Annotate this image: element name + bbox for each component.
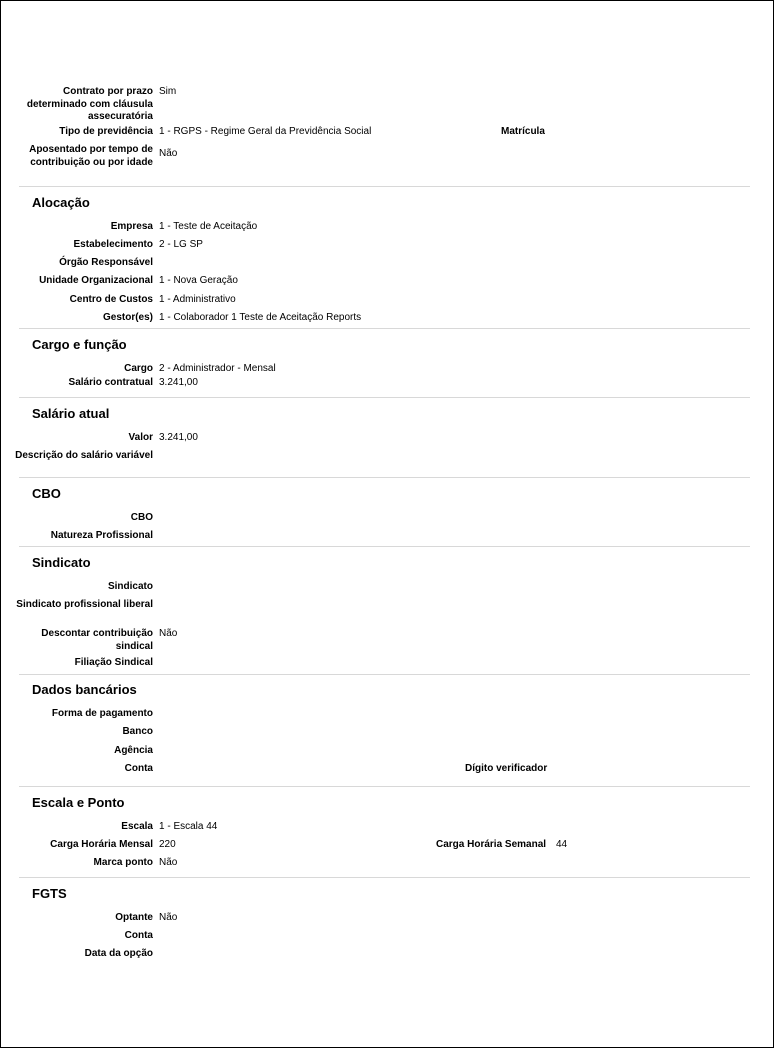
descontar-contribuicao-value: Não bbox=[159, 628, 178, 639]
cargo-title: Cargo e função bbox=[32, 337, 127, 352]
marca-ponto-value: Não bbox=[159, 857, 178, 868]
descricao-salario-label: Descrição do salário variável bbox=[15, 450, 153, 461]
centro-custos-value: 1 - Administrativo bbox=[159, 294, 236, 305]
conta-bancaria-label: Conta bbox=[124, 763, 153, 774]
centro-custos-label: Centro de Custos bbox=[69, 294, 153, 305]
carga-mensal-value: 220 bbox=[159, 839, 176, 850]
sindicato-label: Sindicato bbox=[107, 581, 153, 592]
descontar-contribuicao-label: Descontar contribuição sindical bbox=[41, 628, 153, 652]
section-divider bbox=[19, 786, 750, 787]
matricula-label: Matrícula bbox=[501, 126, 545, 137]
cargo-value: 2 - Administrador - Mensal bbox=[159, 363, 276, 374]
estabelecimento-label: Estabelecimento bbox=[73, 239, 153, 250]
empresa-value: 1 - Teste de Aceitação bbox=[159, 221, 258, 232]
gestor-label: Gestor(es) bbox=[102, 312, 153, 323]
aposentado-label: Aposentado por tempo de contribuição ou por idade bbox=[29, 144, 153, 168]
escala-ponto-title: Escala e Ponto bbox=[32, 795, 125, 810]
valor-label: Valor bbox=[128, 432, 153, 443]
section-divider bbox=[19, 186, 750, 187]
valor-value: 3.241,00 bbox=[159, 432, 198, 443]
section-divider bbox=[19, 328, 750, 329]
cbo-label: CBO bbox=[130, 512, 153, 523]
fgts-title: FGTS bbox=[32, 886, 67, 901]
sindicato-title: Sindicato bbox=[32, 555, 91, 570]
cbo-title: CBO bbox=[32, 486, 61, 501]
salario-contratual-label: Salário contratual bbox=[68, 377, 153, 388]
agencia-label: Agência bbox=[114, 745, 153, 756]
salario-contratual-value: 3.241,00 bbox=[159, 377, 198, 388]
section-divider bbox=[19, 674, 750, 675]
section-divider bbox=[19, 877, 750, 878]
unidade-value: 1 - Nova Geração bbox=[159, 275, 238, 286]
escala-label: Escala bbox=[121, 821, 153, 832]
cargo-label: Cargo bbox=[124, 363, 153, 374]
marca-ponto-label: Marca ponto bbox=[93, 857, 153, 868]
salario-atual-title: Salário atual bbox=[32, 406, 110, 421]
aposentado-value: Não bbox=[159, 148, 178, 159]
optante-label: Optante bbox=[115, 912, 153, 923]
contrato-prazo-label: Contrato por prazo determinado com cláusula assecuratória bbox=[26, 86, 153, 123]
filiacao-sindical-label: Filiação Sindical bbox=[74, 657, 153, 668]
previdencia-value: 1 - RGPS - Regime Geral da Previdência Social bbox=[159, 126, 372, 137]
previdencia-label: Tipo de previdência bbox=[59, 126, 153, 137]
gestor-value: 1 - Colaborador 1 Teste de Aceitação Reports bbox=[159, 312, 362, 323]
banco-label: Banco bbox=[122, 726, 153, 737]
section-divider bbox=[19, 477, 750, 478]
natureza-profissional-label: Natureza Profissional bbox=[50, 530, 153, 541]
orgao-label: Órgão Responsável bbox=[59, 257, 153, 268]
data-opcao-label: Data da opção bbox=[84, 948, 153, 959]
forma-pagamento-label: Forma de pagamento bbox=[51, 708, 153, 719]
digito-verificador-label: Dígito verificador bbox=[465, 763, 548, 774]
sindicato-liberal-label: Sindicato profissional liberal bbox=[16, 599, 153, 610]
contrato-prazo-value: Sim bbox=[159, 86, 177, 97]
escala-value: 1 - Escala 44 bbox=[159, 821, 218, 832]
carga-semanal-value: 44 bbox=[556, 839, 568, 850]
fgts-conta-label: Conta bbox=[124, 930, 153, 941]
optante-value: Não bbox=[159, 912, 178, 923]
section-divider bbox=[19, 397, 750, 398]
unidade-label: Unidade Organizacional bbox=[39, 275, 153, 286]
carga-mensal-label: Carga Horária Mensal bbox=[50, 839, 153, 850]
bancarios-title: Dados bancários bbox=[32, 682, 137, 697]
empresa-label: Empresa bbox=[110, 221, 153, 232]
estabelecimento-value: 2 - LG SP bbox=[159, 239, 203, 250]
alocacao-title: Alocação bbox=[32, 195, 90, 210]
carga-semanal-label: Carga Horária Semanal bbox=[436, 839, 547, 850]
section-divider bbox=[19, 546, 750, 547]
